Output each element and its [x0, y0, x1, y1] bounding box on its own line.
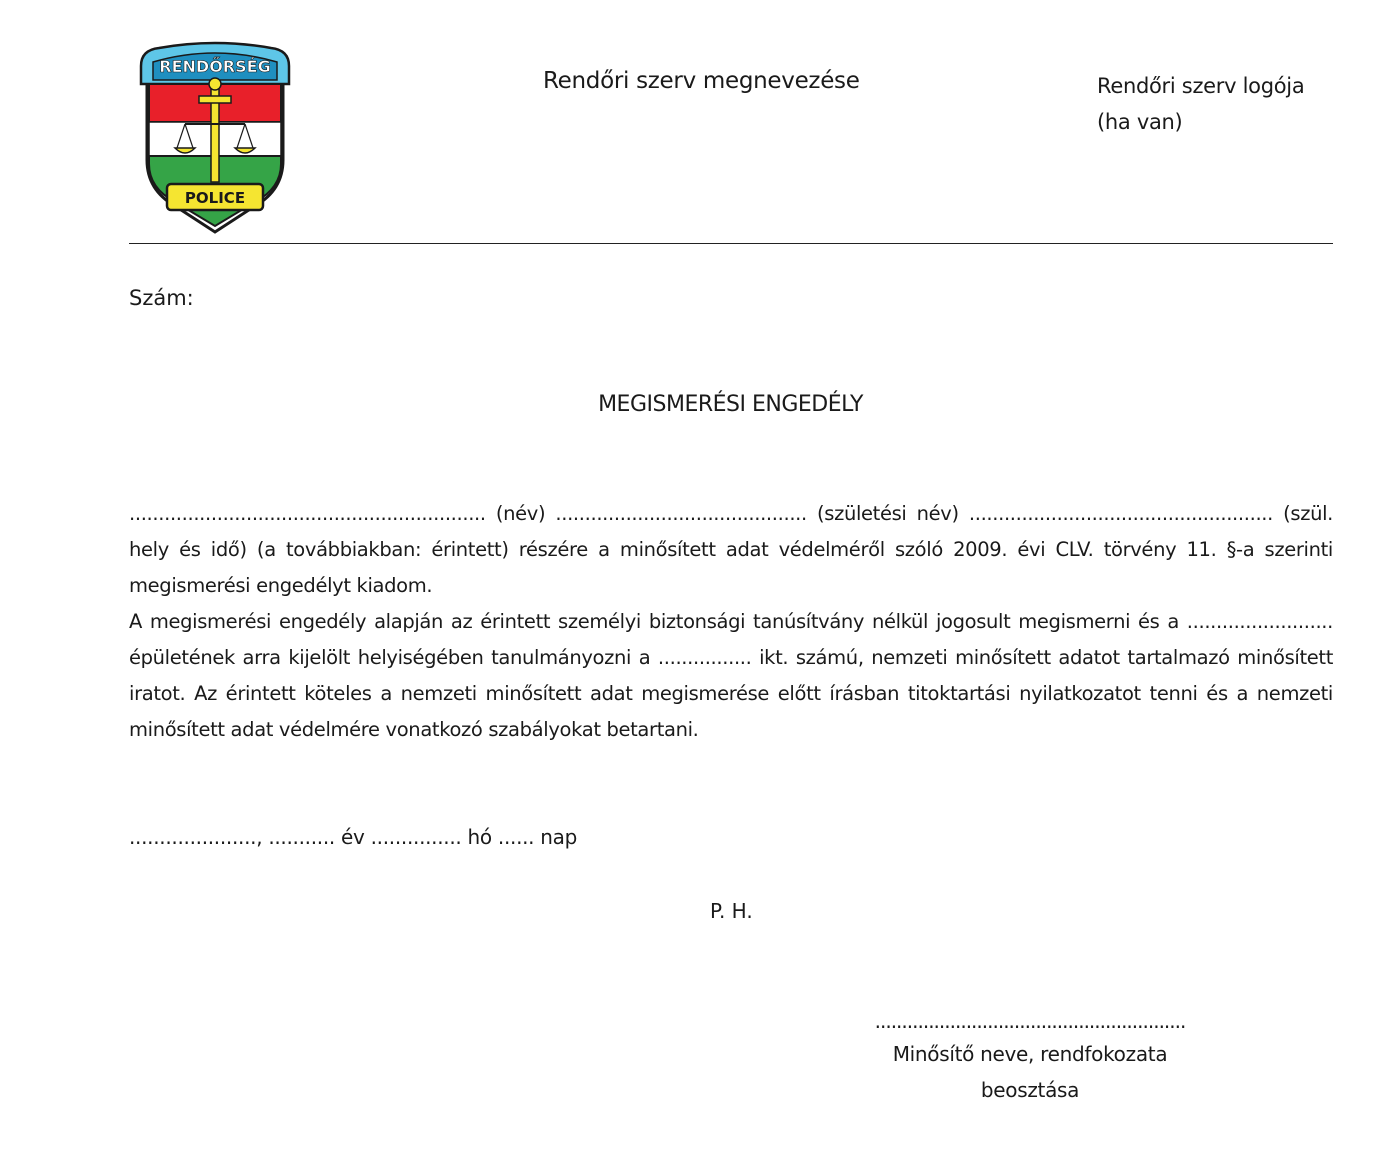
- body-paragraph-2: A megismerési engedély alapján az érintett személyi biztonsági tanúsítvány nélkül jogosult megismerni és a ......................... épületének arra kijelölt helyiségében tanulmányozni a ................ ikt. számú, nemzeti minősített adatot tartalmazó minősített iratot. Az érintett köteles a nemzeti minősített adat megismerése előtt írásban titoktartási nyilatkozatot tenni és a nemzeti minősített adat védelmére vonatkozó szabályokat betartani.: [129, 610, 1333, 741]
- logo-bottom-text: POLICE: [184, 189, 246, 207]
- stamp-placeholder: P. H.: [710, 899, 753, 923]
- logo-note-line2: (ha van): [1097, 110, 1183, 134]
- signatory-position: beosztása: [980, 1078, 1080, 1102]
- logo-top-text: RENDŐRSÉG: [159, 57, 271, 76]
- number-label: Szám:: [129, 286, 194, 310]
- document-title: MEGISMERÉSI ENGEDÉLY: [598, 392, 863, 417]
- date-line: ....................., ........... év ............... hó ...... nap: [129, 825, 578, 849]
- signature-block: [860, 1006, 1200, 1108]
- body-paragraph-1: ............................................................. (név) ........................................... (születési név) .................................................... (szül. hely és idő) (a továbbiakban: érintett) részére a minősített adat védelméről szóló 2009. évi CLV. törvény 11. §-a szerinti megismerési engedélyt kiadom.: [129, 502, 1333, 597]
- document-body: [129, 496, 1333, 748]
- police-shield-icon: [137, 40, 293, 236]
- signature-line: ..........................................................: [874, 1009, 1186, 1033]
- logo-note: [1097, 68, 1304, 140]
- signatory-name-rank: Minősítő neve, rendfokozata: [892, 1042, 1168, 1066]
- header-divider: [129, 243, 1333, 244]
- logo-note-line1: Rendőri szerv logója: [1097, 74, 1305, 98]
- org-name: Rendőri szerv megnevezése: [543, 68, 860, 94]
